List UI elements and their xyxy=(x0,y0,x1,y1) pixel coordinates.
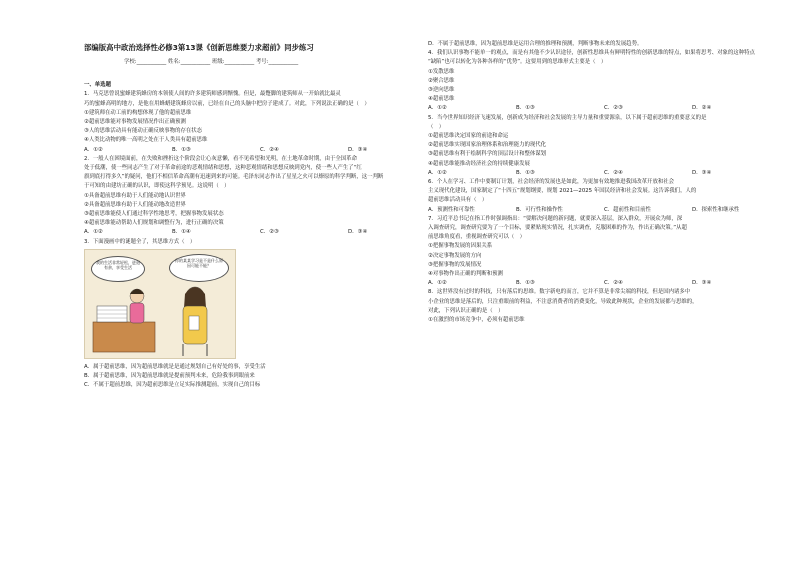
question-stem: 处于低潮，使一些同志产生了对于革命前途的悲观情绪和思想，这种悲观情绪和思想反映到党内，使一些人产生了“红 xyxy=(84,165,362,172)
option-d[interactable]: D．③④ xyxy=(692,280,712,287)
answer-options xyxy=(428,206,783,215)
question-stem: 小企业的思维是落后的，只注重眼前的利益，不注意消费者的消费变化，导致此种现状，企业的发展都与思维的， xyxy=(428,298,698,305)
option-d[interactable]: D．②④ xyxy=(692,105,712,112)
statement-item: ①建筑师在动工前的构想体现了他的超前思维 xyxy=(84,109,192,116)
question-stem: 超前思维活动具有（ ） xyxy=(428,197,488,204)
answer-options xyxy=(84,146,439,155)
answer-options xyxy=(428,279,783,288)
answer-options xyxy=(428,169,783,178)
number-field[interactable]: 考号:___________ xyxy=(255,59,299,65)
statement-item: ④超前思维能动帮助人们规划和调整行为，进行正确的决策 xyxy=(84,220,224,227)
question-1 xyxy=(84,90,439,154)
answer-options xyxy=(84,228,439,237)
option-d[interactable]: D．③④ xyxy=(348,146,368,153)
desk-shape xyxy=(93,322,155,352)
statement-item: ①具备超前思维有助于人们能动地认识世界 xyxy=(84,192,186,199)
question-stem: （ ） xyxy=(428,123,445,130)
question-stem: 前思维角度看，重视调查研究可以（ ） xyxy=(428,234,526,241)
class-field[interactable]: 班级:___________ xyxy=(211,59,255,65)
option-c[interactable]: C．②④ xyxy=(260,146,279,153)
right-column xyxy=(428,40,783,325)
answer-options xyxy=(428,104,783,113)
option-a[interactable]: A．①② xyxy=(428,280,447,287)
question-stem: 8．这世界没有过时的科技，只有落后的思维。数字新电的而言，它并不算是非常尖端的科技，但是国内诸多中 xyxy=(428,289,691,296)
statement-item: ③逆向思维 xyxy=(428,87,455,94)
question-2 xyxy=(84,155,439,238)
question-8 xyxy=(428,288,783,325)
statement-item: ①超前思维决定国家的前途和命运 xyxy=(428,133,509,140)
question-stem: 对此，下列认识正确的是（ ） xyxy=(428,307,504,314)
option-b[interactable]: B．①③ xyxy=(172,146,191,153)
statement-item: ②超前思维实现国家治理体系和治理能力的现代化 xyxy=(428,142,547,149)
left-column xyxy=(84,0,439,390)
option-d[interactable]: D．③④ xyxy=(348,229,368,236)
speech-bubble-left: 我的生活非常轻松，进退有余，享受生活 xyxy=(91,256,145,282)
question-stem: “缺陷”也可以转化为各种各样的“优势”。这要用到的思维形式主要是（ ） xyxy=(428,59,607,66)
name-field[interactable]: 姓名:___________ xyxy=(167,59,211,65)
question-6 xyxy=(428,178,783,215)
option-a[interactable]: A．①② xyxy=(428,169,447,176)
statement-item: ②聚合思维 xyxy=(428,77,455,84)
option-c[interactable]: C．②④ xyxy=(604,280,623,287)
student-info-line xyxy=(84,58,439,67)
question-7 xyxy=(428,215,783,289)
question-stem: 入调查研究，调查研究要为了一个目标，要紧贴现实情况，扎实调查，克服困难的作为，作出正确决策。”从超 xyxy=(428,225,687,232)
question-stem: 巧的蜜蜂高明的地方，是他在用蜂蜡建筑蜂房以前，已经在自己的头脑中把房子建成了。对此，下列说法正确的是（ ） xyxy=(84,100,370,107)
option-b[interactable]: B．属于超前思维，因为超前思维就是提前预判未来，危险我事到眼前来 xyxy=(84,373,255,380)
question-5 xyxy=(428,114,783,178)
paper-held xyxy=(189,316,199,330)
option-a[interactable]: A．①② xyxy=(84,146,103,153)
option-a[interactable]: A．①② xyxy=(428,105,447,112)
option-b[interactable]: B．①③ xyxy=(516,105,535,112)
statement-item: ①在激烈的市场竞争中，必须有超前思维 xyxy=(428,317,525,324)
child-body xyxy=(130,303,144,323)
option-d[interactable]: D．不属于超前思维，因为超前思维是运用合理的推理和预测，判断事物未来的发展趋势。 xyxy=(428,41,643,47)
option-c[interactable]: C．②③ xyxy=(260,229,279,236)
question-stem: 2．一般人在困境面前，在失败和挫折这个阶段会让心灰意懒，看不见希望和光明，在土地革命时期，由于全国革命 xyxy=(84,155,357,162)
cartoon-image xyxy=(84,249,236,359)
speech-bubble-right: 你的某某学习是不是什么原因可能不能？ xyxy=(169,254,229,282)
statement-item: ③人的思维活动具有能动正确反映事物的存在状态 xyxy=(84,128,203,135)
statement-item: ③把握事物的发展情况 xyxy=(428,261,482,268)
question-stem: 于可知的由建坊正确的认识，即使这科学预见。这说明（ ） xyxy=(84,183,230,190)
question-stem: 旗到底打得多久”的疑问，他们不相信革命高潮有迅速到来的可能。毛泽东同志作出了星星之火可以燎原的科学判断，这一判断 xyxy=(84,174,384,181)
statement-item: ②超前思维能对事物发展情况作出正确预测 xyxy=(84,119,186,126)
question-stem: 1．马克思曾说蜜蜂建筑蜂房的本领使人间的许多建筑师感到惭愧。但是，最蹩脚的建筑师从一开始就比最灵 xyxy=(84,91,341,98)
option-a[interactable]: A．预测性和可靠性 xyxy=(428,206,475,213)
option-b[interactable]: B．可行性和操作性 xyxy=(516,206,563,213)
question-stem: 主义现代化建设，国家制定了“十四五”规划纲要，规划 2021—2025 年国民经济和社会发展。这告诉我们，人的 xyxy=(428,188,697,195)
option-a[interactable]: A．①② xyxy=(84,229,103,236)
question-stem: 6．个人在学习、工作中要制订计划，社会经济的发展也是如此，为更加有效地推进我国改革开放和社会 xyxy=(428,179,675,186)
option-c[interactable]: C．②③ xyxy=(604,105,623,112)
statement-item: ①发散思维 xyxy=(428,68,455,75)
statement-item: ④超前思维能推动经济社会的持续健康发展 xyxy=(428,160,530,167)
question-stem: 5．当今世界知识经济飞速发展，创新成为经济和社会发展的主导力量和重要源泉，以下属于超前思维的重要意义的是 xyxy=(428,114,707,121)
question-stem: 7．习近平总书记在指工作时强调指出：“要解决问题的新问题，就要深入基层，深入群众，开展众为师，深 xyxy=(428,215,683,222)
statement-item: ②具备超前思维有助于人们能动地改造世界 xyxy=(84,201,186,208)
cartoon-drawing xyxy=(85,250,235,358)
option-c[interactable]: C．②④ xyxy=(604,169,623,176)
statement-item: ③超前思维有利于绘制科学的顶层设计和整体谋划 xyxy=(428,151,547,158)
question-stem: 4．我们认识事物不能单一的观点，而是有其他不少认识途径，创新性思维具有鲜明特性的创新思维的特点，如果将思考、对象的这种特点 xyxy=(428,50,755,57)
statement-item: ③超前思维能使人们通过科学性地思考，把握事物发展状态 xyxy=(84,211,224,218)
option-d[interactable]: D．③④ xyxy=(692,169,712,176)
statement-item: ①把握事物发展的因果关系 xyxy=(428,243,493,250)
option-a[interactable]: A．属于超前思维，因为超前思维就是是通过规划自己有好处的事，享受生活 xyxy=(84,363,266,370)
option-c[interactable]: C．不属于超前思维，因为超前思维是立足实际推测超前，实现自己的目标 xyxy=(84,382,261,389)
statement-item: ④超前思维 xyxy=(428,96,455,103)
section-heading: 一、单选题 xyxy=(84,82,111,89)
option-b[interactable]: B．①③ xyxy=(516,280,535,287)
page-title: 部编版高中政治选择性必修3第13课《创新思维要力求超前》同步练习 xyxy=(84,43,314,52)
option-c[interactable]: C．超前性和目前性 xyxy=(604,206,651,213)
statement-item: ②决定事物发展的方向 xyxy=(428,252,482,259)
question-4 xyxy=(428,49,783,113)
statement-item: ④对事物作出正确的判断和预测 xyxy=(428,271,503,278)
option-b[interactable]: B．①④ xyxy=(172,229,191,236)
question-3 xyxy=(84,238,439,391)
question-stem: 3．下面漫画中的谜题全了，其思维方式（ ） xyxy=(84,238,196,245)
option-b[interactable]: B．①③ xyxy=(516,169,535,176)
option-d[interactable]: D．探索性和继承性 xyxy=(692,206,740,213)
statement-item: ④人类比动物的唯一高明之处在于人类具有超前思维 xyxy=(84,137,208,144)
school-field[interactable]: 学校:___________ xyxy=(124,59,167,65)
